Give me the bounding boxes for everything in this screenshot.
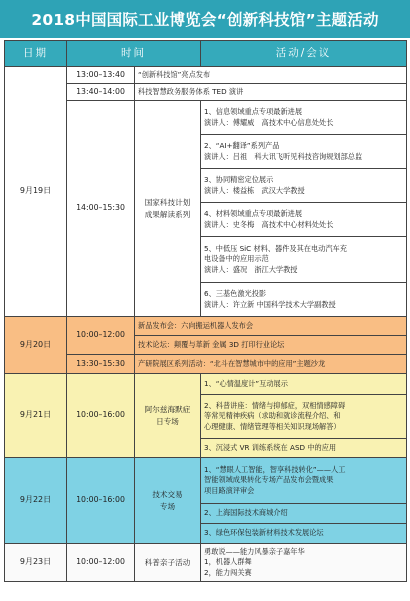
- time-cell: 13:30–15:30: [67, 355, 135, 374]
- header-time: 时间: [67, 41, 201, 67]
- activity-line: 演讲人：傅耀威 高技术中心信息处处长: [204, 117, 334, 127]
- activity-cell: [201, 169, 407, 203]
- activity-line: 心理健康、情绪管理等相关知识现场解答）: [204, 421, 341, 431]
- activity-line: 电设备中的应用示范: [204, 254, 269, 264]
- activity-line: 演讲人：盛况 浙江大学教授: [204, 264, 298, 274]
- activity-cell: [201, 439, 407, 458]
- activity-cell: [201, 524, 407, 544]
- time-cell: 10:00–12:00: [67, 317, 135, 355]
- activity-cell: [201, 458, 407, 504]
- page-title: 2018中国国际工业博览会“创新科技馆”主题活动: [0, 0, 410, 38]
- category-line: 技术交易: [152, 489, 183, 499]
- category-line: 日专场: [156, 416, 179, 426]
- activity-line: 2、科普讲座：情绪与抑郁症，双相情感障碍: [204, 400, 346, 410]
- activity-cell: [201, 135, 407, 169]
- category-line: 专场: [159, 501, 176, 511]
- activity-line: 演讲人：史冬梅 高技术中心材料处处长: [204, 219, 334, 229]
- activity-line: 2、“AI+翻译”系列产品: [204, 141, 280, 150]
- header-date: 日期: [5, 41, 67, 67]
- category-line: 成果解读系列: [144, 209, 191, 219]
- category-line: 阿尔兹海默症: [144, 404, 191, 414]
- time-cell: 14:00–15:30: [67, 101, 135, 317]
- table-row: [5, 317, 407, 336]
- time-cell: 13:00–13:40: [67, 67, 135, 84]
- date-cell: 9月20日: [5, 317, 67, 374]
- activity-cell: [201, 504, 407, 524]
- time-cell: 10:00–12:00: [67, 544, 135, 582]
- activity-line: 演讲人：吕祖 科大讯飞听见科技咨询规划部总监: [204, 151, 363, 161]
- activity-cell: 新品发布会：六向搬运机器人发布会: [135, 317, 407, 336]
- activity-cell: [201, 544, 407, 582]
- table-row: [5, 67, 407, 84]
- activity-line: 演讲人：许立新 中国科学技术大学副教授: [204, 299, 336, 309]
- header-activity: 活动/会议: [201, 41, 407, 67]
- activity-cell: 技术论坛：颠覆与革新 金属 3D 打印行业论坛: [135, 336, 407, 355]
- table-row: [5, 374, 407, 395]
- activity-line: 3、协同精密定位展示: [204, 175, 274, 184]
- activity-cell: [201, 395, 407, 439]
- activity-line: 5、中低压 SiC 材料、器件及其在电动汽车充: [204, 243, 347, 253]
- activity-line: 4、材料领域重点专项最新进展: [204, 209, 303, 218]
- time-cell: 13:40–14:00: [67, 84, 135, 101]
- time-cell: 10:00–16:00: [67, 458, 135, 544]
- header-row: [5, 41, 407, 67]
- activity-cell: [201, 283, 407, 317]
- category-line: 国家科技计划: [144, 197, 191, 207]
- schedule-table: [4, 40, 407, 582]
- activity-line: 项目路演评审会: [204, 485, 255, 495]
- activity-line: 6、三基色激光投影: [204, 289, 267, 298]
- activity-line: 1、信息领域重点专项最新进展: [204, 107, 303, 116]
- category-cell: [135, 101, 201, 317]
- activity-line: 2，能力闯关赛: [204, 567, 252, 577]
- date-cell: 9月22日: [5, 458, 67, 544]
- table-row: [5, 458, 407, 504]
- date-cell: 9月23日: [5, 544, 67, 582]
- activity-line: 勇敢说——能力风暴亲子嘉年华: [204, 546, 305, 556]
- activity-cell: [201, 237, 407, 283]
- date-cell: 9月19日: [5, 67, 67, 317]
- activity-line: 演讲人：楼益栋 武汉大学教授: [204, 185, 305, 195]
- activity-cell: [201, 101, 407, 135]
- category-cell: 科普亲子活动: [135, 544, 201, 582]
- category-cell: [135, 458, 201, 544]
- activity-cell: [201, 374, 407, 395]
- activity-line: 3、沉浸式 VR 训练系统在 ASD 中的应用: [204, 442, 337, 452]
- activity-line: 3、绿色环保包装新材料技术发展论坛: [204, 528, 324, 538]
- activity-line: 2、上海国际技术商城介绍: [204, 508, 288, 518]
- activity-cell: [201, 203, 407, 237]
- activity-line: 1、“心情温度计”互动展示: [204, 378, 288, 388]
- table-row: [5, 544, 407, 582]
- activity-cell: 产研院展区系列活动：“北斗在智慧城市中的应用”主题沙龙: [135, 355, 407, 374]
- activity-line: 等常见精神疾病（求助和就诊流程介绍、和: [204, 411, 341, 421]
- activity-line: 1，机器人群舞: [204, 557, 252, 567]
- activity-cell: “创新科技馆”亮点发布: [135, 67, 407, 84]
- time-cell: 10:00–16:00: [67, 374, 135, 458]
- activity-cell: 科技智慧政务服务体系 TED 演讲: [135, 84, 407, 101]
- activity-line: 1、“慧眼人工智能，智享科技转化”——人工: [204, 464, 346, 474]
- date-cell: 9月21日: [5, 374, 67, 458]
- activity-line: 智能领域成果转化专场产品发布会暨成果: [204, 475, 334, 485]
- category-cell: [135, 374, 201, 458]
